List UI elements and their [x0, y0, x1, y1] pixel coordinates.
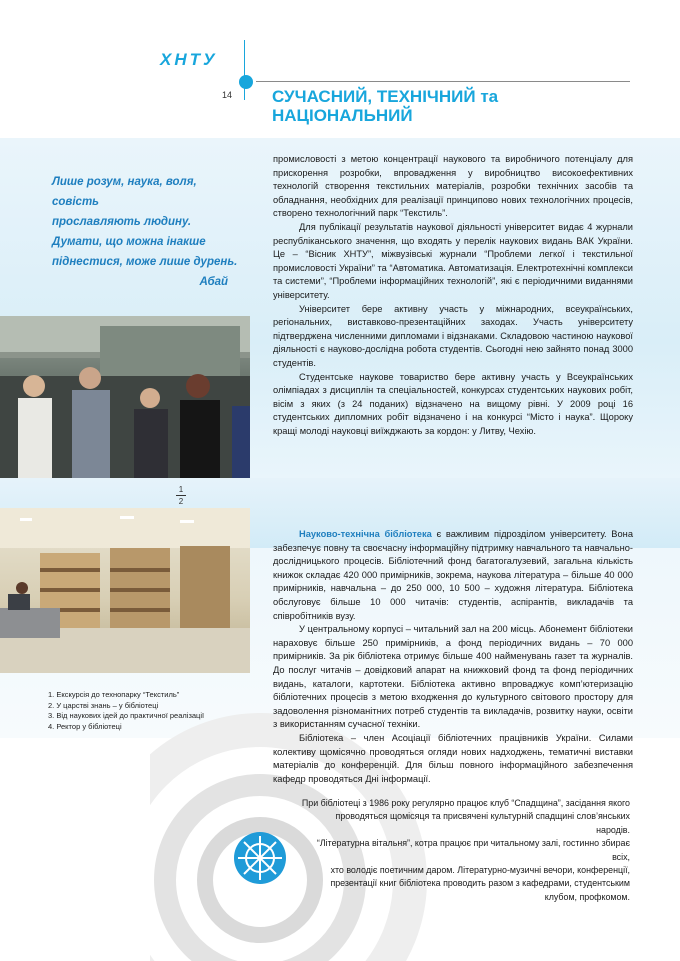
paragraph: Бібліотека – член Асоціації бібліотечних працівників України. Силами колективу щомісячно проводяться огляди нових надходжень, тематичні виставки матеріалів до конференцій. Для більш повного інформаційного забезпечення кафедр проводяться Дні інформації.: [273, 732, 633, 784]
library-highlight: Науково-технічна бібліотека: [299, 529, 432, 539]
figure-number-divider: [176, 495, 186, 496]
page-title-line2: НАЦІОНАЛЬНИЙ: [272, 106, 413, 125]
photo-technopark-drawing: [0, 316, 250, 478]
photo-library-hall: [0, 508, 250, 673]
caption-item: 1. Екскурсія до технопарку “Текстиль”: [48, 690, 180, 699]
page-number: 14: [222, 90, 233, 100]
text-line: “Літературна вітальня”, котра працює при читальному залі, гостинно збирає всіх,: [316, 838, 630, 862]
text-line: хто володіє поетичним даром. Літературно-музичні вечори, конференції,: [330, 865, 630, 876]
caption-item: 2. У царстві знань – у бібліотеці: [48, 700, 159, 710]
library-club-text: [300, 797, 630, 904]
photo-technopark-excursion: [0, 316, 250, 478]
header-horizontal-rule: [256, 81, 630, 82]
quote-line: піднестися, може лише дурень.: [52, 256, 238, 268]
library-text-column: [273, 528, 633, 786]
page-title-caps: СУЧАСНИЙ, ТЕХНІЧНИЙ: [272, 87, 476, 106]
header-dot: [239, 75, 253, 89]
paragraph: Студентське наукове товариство бере активну участь у Всеукраїнських олімпіадах з дисциплін та спеціальностей, конкурсах студентських наукових робіт, вісім з яких (з 24 поданих) відзначено на вищому рівні. У 2009 році 16 студентських дипломних робіт відзначено і на конкурсі “Місто і наука”. Щороку кращі молоді науковці виїжджають за кордон: у Литву, Чехію.: [273, 371, 633, 436]
page-title-lowercase: та: [480, 87, 499, 106]
paragraph: Для публікації результатів наукової діяльності університет видає 4 журнали республіканського значення, що входять у перелік наукових видань ВАК України. Це – “Вісник ХНТУ”, міжвузівські журнали “Проблеми легкої і текстильної промисловості України” та “Автоматика. Автоматизація. Електротехнічні комплекси та системи”, “Проблеми інформаційних технологій”, які є періодичними виданнями університету.: [273, 221, 633, 300]
text-line: проводяться щомісяця та присвячені культурній спадщині слов’янських народів.: [335, 811, 630, 835]
quote-author: Абай: [199, 276, 228, 288]
figure-number-top: 1: [178, 485, 184, 494]
quote-line: Лише розум, наука, воля, совість: [52, 176, 197, 208]
figure-number-bottom: 2: [178, 497, 184, 506]
figure-captions: [48, 690, 248, 732]
paragraph-library-intro: [273, 528, 633, 623]
page-title: [272, 87, 632, 125]
text-line: презентації книг бібліотека проводить разом з кафедрами, студентським: [330, 878, 630, 889]
photo-library-drawing: [0, 508, 250, 673]
paragraph: Університет бере активну участь у міжнародних, всеукраїнських, регіональних, виставково-презентаційних заходах. Участь університету підтверджена численними дипломами і відзнаками. Складовою частиною наукової діяльності є науково-дослідна робота студентів. Сьогодні нею зайнято понад 3000 студентів.: [273, 303, 633, 368]
caption-item: 3. Від наукових ідей до практичної реалізації: [48, 711, 205, 720]
paragraph: промисловості з метою концентрації наукового та виробничого потенціалу для прискорення розробки, впровадження у виробництво високоефективних технологій створення текстильних матеріалів, розробки технічних засобів та обладнання, необхідних для реалізації принципово нових технологічних процесів, створено технологічний парк “Текстиль”.: [273, 154, 633, 219]
paragraph: У центральному корпусі – читальний зал на 200 місць. Абонемент бібліотеки нараховує більше 250 примірників, а фонд періодичних видань – 70 000 примірників. За рік бібліотека отримує більше 400 найменувань газет та журналів. До послуг читачів – довідковий апарат на книжковий фонд та фонд періодичних видань, каталоги, картотеки. Бібліотека активно впроваджує комп’ютеризацію бібліотечних процесів з метою входження до культурного світового простору для задоволення різноманітних потреб студентів та викладачів, розвитку науки, освіти з використанням сучасної техніки.: [273, 624, 633, 730]
library-intro-rest: є важливим підрозділом університету. Вона забезпечує повну та своєчасну інформаційну підтримку навчального та навчально-дослідницького процесів. Бібліотечний фонд багатогалузевий, загальна кількість книжок складає 420 000 примірників, зокрема, наукова література – більше 40 000 примірників, навчальна – до 250 000, 10 500 – художня література. Бібліотека обслуговує більше 10 000 читачів: студентів, аспірантів, викладачів та співробітників вузу.: [273, 529, 633, 621]
header-vertical-rule: [244, 40, 245, 100]
caption-item: 4. Ректор у бібліотеці: [48, 721, 122, 731]
text-line: клубом, профкомом.: [544, 891, 630, 902]
figure-number-pair: [176, 484, 186, 507]
text-line: При бібліотеці з 1986 року регулярно працює клуб “Спадщина”, засідання якого: [301, 798, 630, 808]
research-text-column: [273, 153, 633, 438]
brand-logo-text: ХНТУ: [160, 50, 218, 69]
quote-line: прославляють людину.: [52, 216, 192, 228]
epigraph-quote: [52, 172, 242, 292]
quote-line: Думати, що можна інакше: [52, 236, 206, 248]
